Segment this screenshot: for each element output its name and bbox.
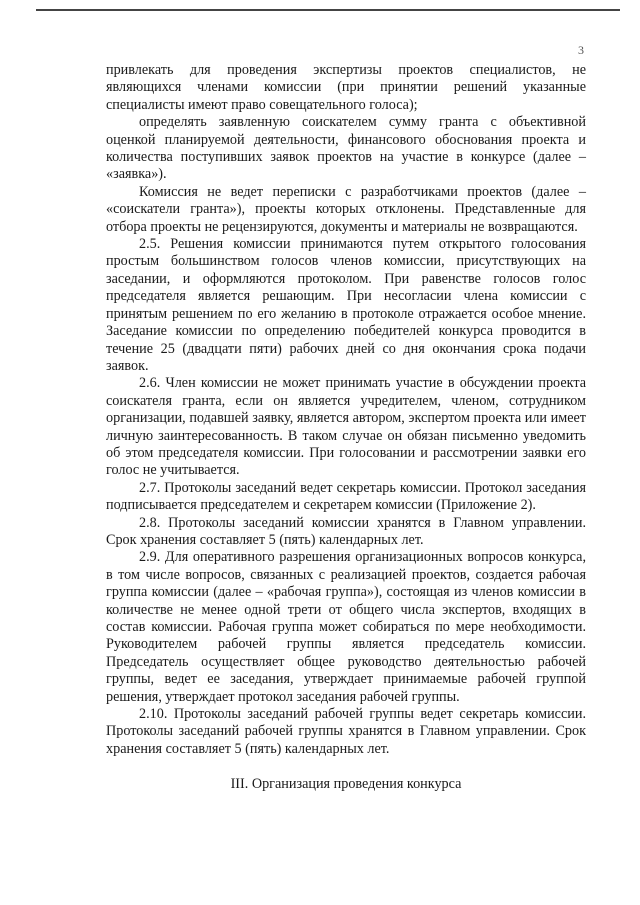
scan-top-edge-line bbox=[36, 9, 620, 11]
page-number: 3 bbox=[578, 43, 584, 57]
document-body bbox=[106, 62, 586, 794]
paragraph-grant-amount: определять заявленную соискателем сумму гранта с объективной оценкой планируемой деятельности, финансового обоснования проекта и количества поступивших заявок проектов на участие в конкурсе (далее – «заявка»). bbox=[106, 114, 586, 183]
paragraph-2-9: 2.9. Для оперативного разрешения организационных вопросов конкурса, в том числе вопросов, связанных с реализацией проектов, создается рабочая группа комиссии (далее – «рабочая группа»), состоящая из членов комиссии в количестве не менее одной трети от общего числа экспертов, входящих в состав комиссии. Рабочая группа может собираться по мере необходимости. Руководителем рабочей группы является председатель комиссии. Председатель осуществляет общее руководство деятельностью рабочей группы, ведет ее заседания, утверждает принимаемые рабочей группой решения, утверждает протокол заседания рабочей группы. bbox=[106, 549, 586, 705]
paragraph-2-10: 2.10. Протоколы заседаний рабочей группы ведет секретарь комиссии. Протоколы заседаний рабочей группы хранятся в Главном управлении. Срок хранения составляет 5 (пять) календарных лет. bbox=[106, 706, 586, 757]
section-heading: III. Организация проведения конкурса bbox=[230, 776, 462, 793]
paragraph-2-5: 2.5. Решения комиссии принимаются путем открытого голосования простым большинством голосов членов комиссии, присутствующих на заседании, и оформляются протоколом. При равенстве голосов голос председателя является решающим. При несогласии члена комиссии с принятым решением по его желанию в протоколе отражается особое мнение. Заседание комиссии по определению победителей конкурса проводится в течение 25 (двадцати пяти) рабочих дней со дня окончания срока подачи заявок. bbox=[106, 236, 586, 374]
paragraph-2-6: 2.6. Член комиссии не может принимать участие в обсуждении проекта соискателя гранта, если он является учредителем, членом, сотрудником организации, подавшей заявку, является автором, экспертом проекта или имеет личную заинтересованность. В таком случае он обязан письменно уведомить об этом председателя комиссии. При голосовании и рассмотрении заявки его голос не учитывается. bbox=[106, 375, 586, 479]
paragraph-experts: привлекать для проведения экспертизы проектов специалистов, не являющихся членами комиссии (при принятии решений указанные специалисты имеют право совещательного голоса); bbox=[106, 62, 586, 113]
paragraph-no-correspondence: Комиссия не ведет переписки с разработчиками проектов (далее – «соискатели гранта»), проекты которых отклонены. Представленные для отбора проекты не рецензируются, документы и материалы не возвращаются. bbox=[106, 183, 586, 235]
paragraph-2-8: 2.8. Протоколы заседаний комиссии хранятся в Главном управлении. Срок хранения составляет 5 (пять) календарных лет. bbox=[106, 514, 586, 548]
paragraph-2-7: 2.7. Протоколы заседаний ведет секретарь комиссии. Протокол заседания подписывается председателем и секретарем комиссии (Приложение 2). bbox=[106, 479, 586, 514]
